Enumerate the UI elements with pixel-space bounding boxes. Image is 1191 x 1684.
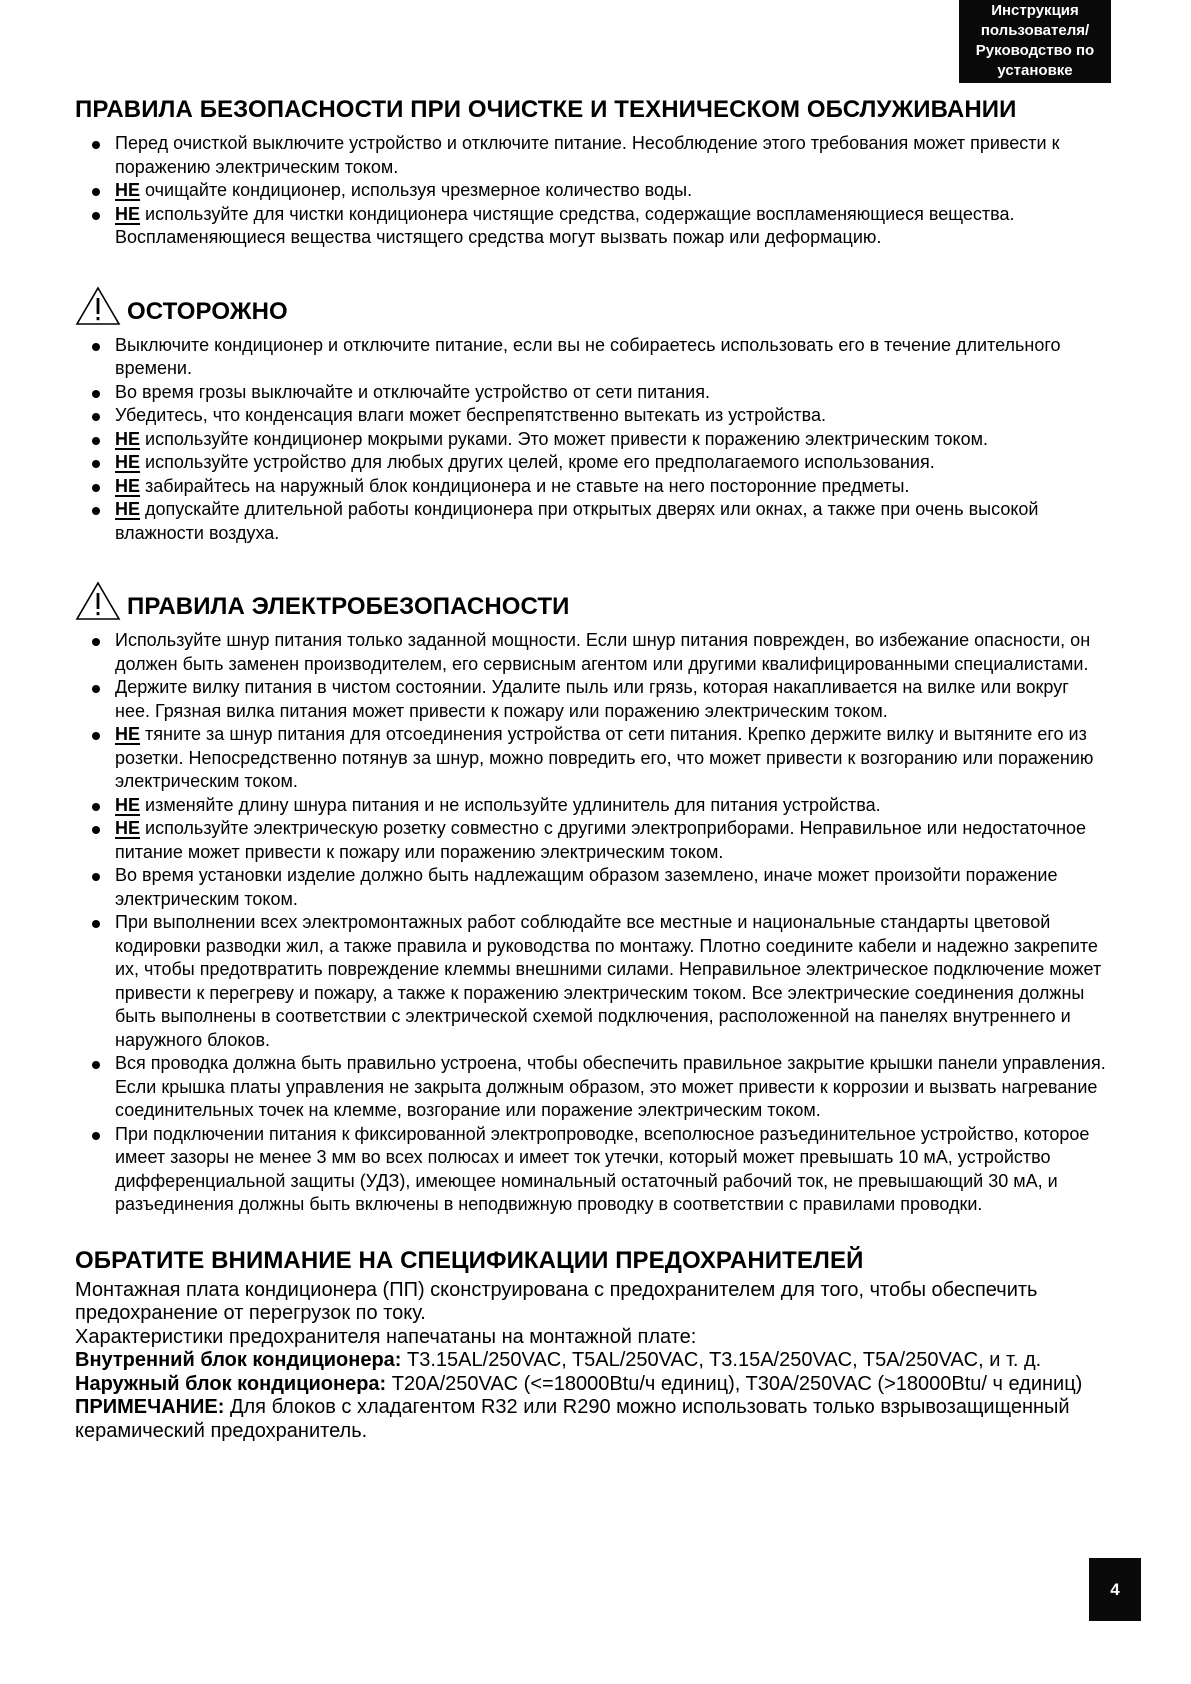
list-item — [75, 794, 1107, 818]
list-item-text: Убедитесь, что конденсация влаги может беспрепятственно вытекать из устройства. — [115, 405, 826, 425]
caution-title: ОСТОРОЖНО — [127, 297, 288, 325]
prohibition-marker: НЕ — [115, 452, 141, 472]
fuse-note — [75, 1396, 1107, 1443]
tab-line: Инструкция — [991, 2, 1079, 19]
warning-triangle-icon — [75, 581, 121, 621]
list-item-text: Перед очисткой выключите устройство и отключите питание. Несоблюдение этого требования может привести к поражению электрическим током. — [115, 133, 1060, 177]
fuse-outdoor-label: Наружный блок кондиционера: — [75, 1372, 387, 1395]
list-item-text: изменяйте длину шнура питания и не используйте удлинитель для питания устройства. — [140, 794, 881, 815]
list-item — [75, 132, 1107, 179]
list-item-text: Держите вилку питания в чистом состоянии. Удалите пыль или грязь, которая накапливается на вилке или вокруг нее. Грязная вилка питания может привести к пожару или поражению электрическим током. — [115, 677, 1069, 721]
prohibition-marker: НЕ — [115, 818, 141, 838]
warning-triangle-icon — [75, 286, 121, 326]
fuse-outdoor-value: T20A/250VAC (<=18000Btu/ч единиц), T30A/250VAC (>18000Btu/ ч единиц) — [386, 1372, 1083, 1395]
prohibition-marker: НЕ — [115, 475, 141, 496]
prohibition-marker: НЕ — [115, 428, 141, 449]
list-item-text: Во время грозы выключайте и отключайте устройство от сети питания. — [115, 381, 710, 402]
list-item — [75, 381, 1107, 405]
list-item-text: допускайте длительной работы кондиционера при открытых дверях или окнах, а также при очень высокой влажности воздуха. — [115, 499, 1039, 543]
list-item-text: Во время установки изделие должно быть надлежащим образом заземлено, иначе может произойти поражение электрическим током. — [115, 865, 1058, 909]
list-item-text: очищайте кондиционер, используя чрезмерное количество воды. — [140, 180, 693, 200]
list-item-text: Вся проводка должна быть правильно устроена, чтобы обеспечить правильное закрытие крышки панели управления. Если крышка платы управления не закрыта должным образом, это может привести к коррозии и вызвать нагревание соединительных точек на клемме, возгорание или поражение электрическим током. — [115, 1053, 1106, 1120]
list-item — [75, 203, 1107, 250]
list-item — [75, 817, 1107, 864]
page-number: 4 — [1089, 1558, 1141, 1621]
fuse-indoor-value: T3.15AL/250VAC, T5AL/250VAC, T3.15A/250VAC, T5A/250VAC, и т. д. — [401, 1349, 1042, 1371]
list-item-text: тяните за шнур питания для отсоединения устройства от сети питания. Крепко держите вилку и вытяните его из розетки. Непосредственно потянув за шнур, можно повредить его, что может привести к возгоранию или поражению электрическим током. — [115, 724, 1094, 791]
list-item — [75, 451, 1107, 475]
fuse-note-label: ПРИМЕЧАНИЕ: — [75, 1396, 225, 1418]
list-item-text: используйте кондиционер мокрыми руками. Это может привести к поражению электрическим током. — [140, 428, 989, 449]
fuse-title: ОБРАТИТЕ ВНИМАНИЕ НА СПЕЦИФИКАЦИИ ПРЕДОХРАНИТЕЛЕЙ — [75, 1246, 864, 1274]
fuse-intro: Монтажная плата кондиционера (ПП) сконструирована с предохранителем для того, чтобы обеспечить предохранение от перегрузок по току. — [75, 1278, 1038, 1324]
prohibition-marker: НЕ — [115, 794, 141, 815]
list-item-text: Используйте шнур питания только заданной мощности. Если шнур питания поврежден, во избежание опасности, он должен быть заменен производителем, его сервисным агентом или другими квалифицированными специалистами. — [115, 630, 1091, 674]
list-item — [75, 475, 1107, 499]
electrical-heading — [75, 581, 1107, 621]
list-item — [75, 676, 1107, 723]
fuse-printed-note: Характеристики предохранителя напечатаны на монтажной плате: — [75, 1325, 697, 1348]
list-item-text: используйте для чистки кондиционера чистящие средства, содержащие воспламеняющиеся вещества. Воспламеняющиеся вещества чистящего средства могут вызвать пожар или деформацию. — [115, 203, 1015, 247]
prohibition-marker: НЕ — [115, 180, 141, 200]
list-item-text: используйте электрическую розетку совместно с другими электроприборами. Неправильное или недостаточное питание может привести к пожару или поражению электрическим током. — [115, 818, 1087, 862]
caution-list — [75, 334, 1107, 546]
list-item-text: При подключении питания к фиксированной электропроводке, всеполюсное разъединительное устройство, которое имеет зазоры не менее 3 мм во всех полюсах и имеет ток утечки, который может превышать 10 мА, устройство дифференциальной защиты (УДЗ), имеющее номинальный остаточный рабочий ток, не превышающий 30 мА, и разъединения должны быть включены в неподвижную проводку в соответствии с правилами проводки. — [115, 1123, 1090, 1214]
cleaning-title: ПРАВИЛА БЕЗОПАСНОСТИ ПРИ ОЧИСТКЕ И ТЕХНИЧЕСКОМ ОБСЛУЖИВАНИИ — [75, 96, 1017, 123]
list-item — [75, 629, 1107, 676]
list-item — [75, 179, 1107, 203]
list-item — [75, 404, 1107, 428]
list-item — [75, 864, 1107, 911]
tab-line: Руководство по — [975, 42, 1095, 59]
prohibition-marker: НЕ — [115, 724, 141, 744]
tab-line: установке — [997, 62, 1073, 79]
prohibition-marker: НЕ — [115, 499, 141, 519]
page-content — [75, 96, 1107, 1443]
prohibition-marker: НЕ — [115, 203, 141, 224]
list-item — [75, 334, 1107, 381]
list-item-text: При выполнении всех электромонтажных работ соблюдайте все местные и национальные стандарты цветовой кодировки разводки жил, а также правила и руководства по монтажу. Плотно соедините кабели и надежно закрепите их, чтобы предотвратить повреждение клеммы внешними силами. Неправильное электрическое подключение может привести к перегреву и пожару, а также к поражению электрическим током. Все электрические соединения должны быть выполнены в соответствии с электрической схемой подключения, расположенной на панелях внутреннего и наружного блоков. — [115, 912, 1102, 1050]
list-item-text: используйте устройство для любых других целей, кроме его предполагаемого использования. — [140, 452, 935, 472]
electrical-list — [75, 629, 1107, 1217]
fuse-indoor-spec — [75, 1349, 1107, 1373]
fuse-note-value: Для блоков с хладагентом R32 или R290 можно использовать только взрывозащищенный керамический предохранитель. — [75, 1396, 1070, 1442]
list-item — [75, 1052, 1107, 1123]
list-item — [75, 723, 1107, 794]
electrical-title: ПРАВИЛА ЭЛЕКТРОБЕЗОПАСНОСТИ — [127, 593, 570, 620]
list-item — [75, 428, 1107, 452]
manual-section-tab — [959, 0, 1111, 83]
list-item-text: Выключите кондиционер и отключите питание, если вы не собираетесь использовать его в течение длительного времени. — [115, 334, 1061, 378]
fuse-outdoor-spec — [75, 1373, 1107, 1397]
cleaning-list — [75, 132, 1107, 250]
list-item-text: забирайтесь на наружный блок кондиционера и не ставьте на него посторонние предметы. — [140, 475, 910, 496]
list-item — [75, 1123, 1107, 1217]
list-item — [75, 498, 1107, 545]
fuse-indoor-label: Внутренний блок кондиционера: — [75, 1349, 402, 1371]
caution-heading — [75, 286, 1107, 326]
list-item — [75, 911, 1107, 1052]
tab-line: пользователя/ — [980, 22, 1090, 39]
